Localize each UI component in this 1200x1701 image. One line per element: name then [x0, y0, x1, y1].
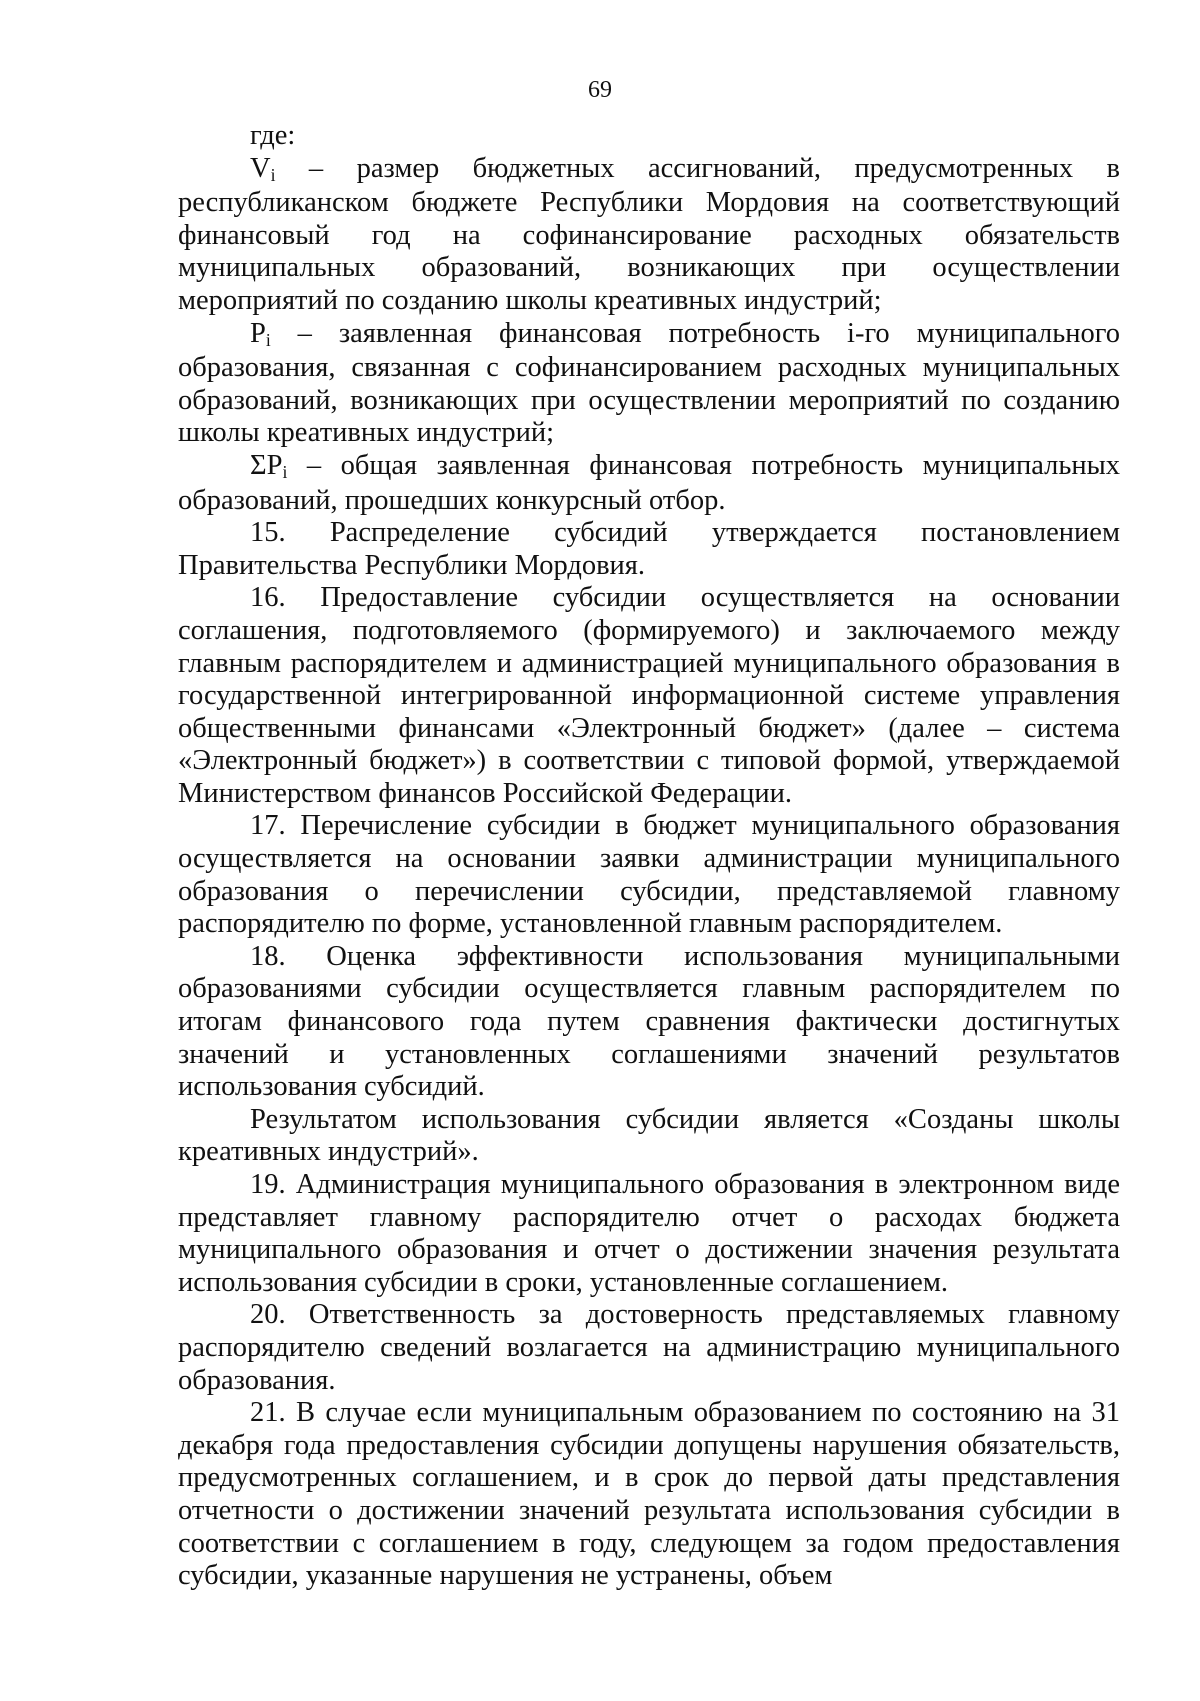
subscript-i: i: [270, 165, 276, 185]
paragraph-sum-definition: [178, 450, 1120, 517]
paragraph-16: 16. Предоставление субсидии осуществляется на основании соглашения, подготовляемого (формируемого) и заключаемого между главным распорядителем и администрацией муниципального образования в государственной интегрированной информационной системе управления общественными финансами «Электронный бюджет» (далее – система «Электронный бюджет») в соответствии с типовой формой, утверждаемой Министерством финансов Российской Федерации.: [178, 582, 1120, 809]
symbol-sum-p: ΣP: [250, 449, 283, 481]
paragraph-pi-definition: [178, 318, 1120, 450]
subscript-i: i: [282, 462, 288, 483]
paragraph-result: Результатом использования субсидии является «Созданы школы креативных индустрий».: [178, 1103, 1120, 1168]
symbol-p: P: [250, 317, 266, 349]
page-number: 69: [588, 77, 612, 103]
symbol-v: V: [250, 152, 271, 184]
paragraph-15: 15. Распределение субсидий утверждается постановлением Правительства Республики Мордовия.: [178, 517, 1120, 581]
paragraph-17: 17. Перечисление субсидии в бюджет муниципального образования осуществляется на основании заявки администрации муниципального образования о перечислении субсидии, представляемой главному распорядителю по форме, установленной главным распорядителем.: [178, 810, 1120, 940]
paragraph-vi-definition: [178, 153, 1120, 318]
sum-definition-text: – общая заявленная финансовая потребность муниципальных образований, прошедших конкурсный отбор.: [178, 449, 1120, 516]
pi-definition-text: – заявленная финансовая потребность i-го муниципального образования, связанная с софинансированием расходных муниципальных образований, возникающих при осуществлении мероприятий по созданию школы креативных индустрий;: [178, 317, 1120, 449]
paragraph-19: 19. Администрация муниципального образования в электронном виде представляет главному распорядителю отчет о расходах бюджета муниципального образования и отчет о достижении значения результата использования субсидии в сроки, установленные соглашением.: [178, 1169, 1120, 1298]
paragraph-18: 18. Оценка эффективности использования муниципальными образованиями субсидии осуществляется главным распорядителем по итогам финансового года путем сравнения фактически достигнутых значений и установленных соглашениями значений результатов использования субсидий.: [178, 940, 1120, 1103]
document-body: [178, 120, 1120, 1593]
paragraph-where: где:: [250, 120, 296, 151]
paragraph-20: 20. Ответственность за достоверность представляемых главному распорядителю сведений возлагается на администрацию муниципального образования.: [178, 1299, 1120, 1396]
subscript-i: i: [265, 329, 271, 350]
paragraph-21: 21. В случае если муниципальным образованием по состоянию на 31 декабря года предоставления субсидии допущены нарушения обязательств, предусмотренных соглашением, и в срок до первой даты представления отчетности о достижении значений результата использования субсидии в соответствии с соглашением в году, следующем за годом предоставления субсидии, указанные нарушения не устранены, объем: [178, 1397, 1120, 1592]
vi-definition-text: – размер бюджетных ассигнований, предусмотренных в республиканском бюджете Республики Мордовия на соответствующий финансовый год на софинансирование расходных обязательств муниципальных образований, возникающих при осуществлении мероприятий по созданию школы креативных индустрий;: [178, 152, 1120, 316]
